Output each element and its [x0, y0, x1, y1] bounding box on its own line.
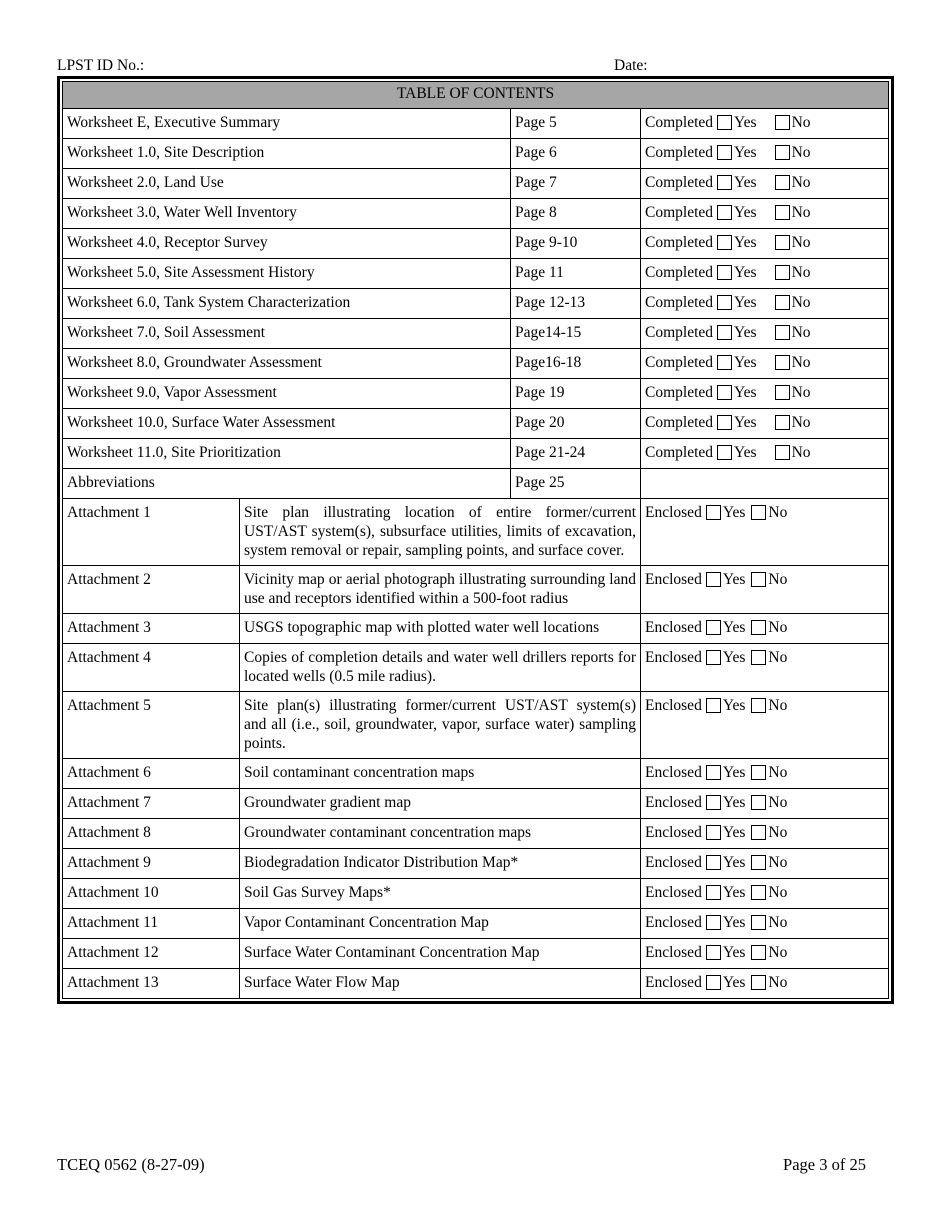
worksheet-page: Page 12-13: [511, 289, 641, 319]
attachment-row: [63, 499, 889, 566]
attachment-description: Soil Gas Survey Maps*: [240, 879, 641, 909]
status-label: Completed: [645, 144, 714, 161]
attachment-description: Site plan illustrating location of entire former/current UST/AST system(s), subsurface utilities, limits of excavation, system removal or repair, sampling points, and surface cover.: [240, 499, 641, 566]
no-checkbox[interactable]: [751, 885, 766, 900]
yes-checkbox[interactable]: [706, 572, 721, 587]
status-label: Enclosed: [645, 824, 702, 841]
worksheet-name: Worksheet 10.0, Surface Water Assessment: [63, 409, 511, 439]
status-label: Completed: [645, 294, 714, 311]
attachment-name: Attachment 1: [63, 499, 240, 566]
no-checkbox[interactable]: [751, 698, 766, 713]
worksheet-row: [63, 439, 889, 469]
attachment-row: [63, 789, 889, 819]
no-checkbox[interactable]: [751, 825, 766, 840]
yes-checkbox[interactable]: [717, 415, 732, 430]
status-label: Enclosed: [645, 794, 702, 811]
status-label: Enclosed: [645, 571, 702, 588]
no-label: No: [791, 414, 811, 431]
attachment-row: [63, 819, 889, 849]
worksheet-page: Page 5: [511, 109, 641, 139]
worksheet-name: Worksheet 1.0, Site Description: [63, 139, 511, 169]
attachment-description: Groundwater contaminant concentration maps: [240, 819, 641, 849]
attachment-description: Vapor Contaminant Concentration Map: [240, 909, 641, 939]
yes-checkbox[interactable]: [706, 885, 721, 900]
yes-label: Yes: [722, 504, 746, 521]
status-cell: [641, 644, 889, 692]
yes-label: Yes: [734, 144, 757, 161]
attachment-description: Vicinity map or aerial photograph illustrating surrounding land use and receptors identified within a 500-foot radius: [240, 566, 641, 614]
worksheet-row: [63, 289, 889, 319]
no-label: No: [791, 204, 811, 221]
status-cell: [641, 614, 889, 644]
status-label: Enclosed: [645, 649, 702, 666]
status-label: Enclosed: [645, 884, 702, 901]
attachment-name: Attachment 5: [63, 692, 240, 759]
status-label: Enclosed: [645, 854, 702, 871]
yes-label: Yes: [722, 884, 746, 901]
status-label: Enclosed: [645, 504, 702, 521]
no-checkbox[interactable]: [775, 175, 790, 190]
attachment-row: [63, 614, 889, 644]
yes-checkbox[interactable]: [706, 855, 721, 870]
status-cell: [641, 499, 889, 566]
worksheet-row: [63, 169, 889, 199]
worksheet-row: [63, 349, 889, 379]
yes-checkbox[interactable]: [706, 650, 721, 665]
worksheet-name: Worksheet 7.0, Soil Assessment: [63, 319, 511, 349]
toc-table: [62, 81, 889, 999]
yes-checkbox[interactable]: [717, 265, 732, 280]
yes-checkbox[interactable]: [717, 115, 732, 130]
attachment-description: Soil contaminant concentration maps: [240, 759, 641, 789]
attachment-name: Attachment 3: [63, 614, 240, 644]
no-checkbox[interactable]: [751, 945, 766, 960]
worksheet-name: Worksheet 5.0, Site Assessment History: [63, 259, 511, 289]
no-label: No: [791, 114, 811, 131]
yes-label: Yes: [722, 764, 746, 781]
attachment-row: [63, 879, 889, 909]
yes-checkbox[interactable]: [717, 175, 732, 190]
yes-label: Yes: [734, 444, 757, 461]
worksheet-row: [63, 199, 889, 229]
status-label: Enclosed: [645, 619, 702, 636]
worksheet-page: Page 21-24: [511, 439, 641, 469]
status-label: Completed: [645, 174, 714, 191]
status-cell: [641, 849, 889, 879]
yes-checkbox[interactable]: [706, 505, 721, 520]
no-checkbox[interactable]: [775, 235, 790, 250]
yes-label: Yes: [734, 384, 757, 401]
worksheet-name: Worksheet 2.0, Land Use: [63, 169, 511, 199]
status-cell: [641, 169, 889, 199]
yes-label: Yes: [722, 649, 746, 666]
attachment-name: Attachment 2: [63, 566, 240, 614]
status-cell: [641, 229, 889, 259]
no-label: No: [768, 884, 788, 901]
status-label: Completed: [645, 444, 714, 461]
no-label: No: [768, 619, 788, 636]
worksheet-row: [63, 229, 889, 259]
yes-label: Yes: [734, 174, 757, 191]
worksheet-name: Worksheet E, Executive Summary: [63, 109, 511, 139]
worksheet-row: [63, 259, 889, 289]
attachment-name: Attachment 4: [63, 644, 240, 692]
status-label: Completed: [645, 384, 714, 401]
no-checkbox[interactable]: [775, 445, 790, 460]
status-cell: [641, 692, 889, 759]
worksheet-name: Worksheet 8.0, Groundwater Assessment: [63, 349, 511, 379]
attachment-description: USGS topographic map with plotted water well locations: [240, 614, 641, 644]
worksheet-row: [63, 139, 889, 169]
form-id: TCEQ 0562 (8-27-09): [57, 1155, 205, 1174]
worksheet-page: Page 8: [511, 199, 641, 229]
yes-checkbox[interactable]: [717, 385, 732, 400]
status-cell: [641, 759, 889, 789]
status-cell: [641, 789, 889, 819]
no-label: No: [768, 914, 788, 931]
yes-label: Yes: [722, 794, 746, 811]
no-label: No: [791, 444, 811, 461]
yes-checkbox[interactable]: [706, 945, 721, 960]
no-checkbox[interactable]: [775, 355, 790, 370]
no-checkbox[interactable]: [775, 385, 790, 400]
abbreviations-row: [63, 469, 889, 499]
no-checkbox[interactable]: [775, 205, 790, 220]
worksheet-name: Worksheet 4.0, Receptor Survey: [63, 229, 511, 259]
no-label: No: [768, 697, 788, 714]
status-cell: [641, 819, 889, 849]
status-label: Completed: [645, 204, 714, 221]
status-cell: [641, 439, 889, 469]
status-cell: [641, 289, 889, 319]
status-cell: [641, 319, 889, 349]
attachment-name: Attachment 11: [63, 909, 240, 939]
attachment-name: Attachment 8: [63, 819, 240, 849]
abbreviations-status: [641, 469, 889, 499]
status-label: Completed: [645, 414, 714, 431]
status-cell: [641, 909, 889, 939]
yes-label: Yes: [722, 619, 746, 636]
yes-label: Yes: [722, 571, 746, 588]
worksheet-row: [63, 409, 889, 439]
attachment-row: [63, 566, 889, 614]
status-cell: [641, 349, 889, 379]
status-label: Enclosed: [645, 697, 702, 714]
yes-label: Yes: [734, 324, 757, 341]
worksheet-row: [63, 379, 889, 409]
attachment-description: Copies of completion details and water well drillers reports for located wells (0.5 mile radius).: [240, 644, 641, 692]
status-cell: [641, 939, 889, 969]
no-label: No: [791, 174, 811, 191]
no-checkbox[interactable]: [751, 975, 766, 990]
attachment-row: [63, 692, 889, 759]
worksheet-name: Worksheet 6.0, Tank System Characterization: [63, 289, 511, 319]
no-checkbox[interactable]: [775, 325, 790, 340]
worksheet-page: Page 7: [511, 169, 641, 199]
yes-checkbox[interactable]: [717, 235, 732, 250]
status-cell: [641, 109, 889, 139]
toc-title: TABLE OF CONTENTS: [63, 82, 889, 109]
status-label: Completed: [645, 354, 714, 371]
yes-checkbox[interactable]: [717, 445, 732, 460]
status-cell: [641, 409, 889, 439]
abbreviations-page: Page 25: [511, 469, 641, 499]
status-label: Completed: [645, 234, 714, 251]
yes-checkbox[interactable]: [706, 825, 721, 840]
worksheet-page: Page14-15: [511, 319, 641, 349]
toc-frame: [57, 76, 894, 1004]
status-cell: [641, 199, 889, 229]
attachment-description: Surface Water Contaminant Concentration Map: [240, 939, 641, 969]
no-label: No: [768, 571, 788, 588]
no-label: No: [768, 944, 788, 961]
yes-label: Yes: [722, 914, 746, 931]
attachment-name: Attachment 10: [63, 879, 240, 909]
attachment-row: [63, 759, 889, 789]
yes-checkbox[interactable]: [706, 698, 721, 713]
status-cell: [641, 879, 889, 909]
yes-checkbox[interactable]: [706, 915, 721, 930]
attachment-name: Attachment 9: [63, 849, 240, 879]
no-label: No: [768, 764, 788, 781]
no-checkbox[interactable]: [751, 650, 766, 665]
no-label: No: [768, 504, 788, 521]
no-label: No: [791, 294, 811, 311]
abbreviations-name: Abbreviations: [63, 469, 511, 499]
status-label: Completed: [645, 114, 714, 131]
no-checkbox[interactable]: [775, 265, 790, 280]
status-cell: [641, 969, 889, 999]
no-checkbox[interactable]: [751, 572, 766, 587]
attachment-row: [63, 909, 889, 939]
status-label: Enclosed: [645, 974, 702, 991]
yes-label: Yes: [722, 974, 746, 991]
no-label: No: [768, 794, 788, 811]
attachment-name: Attachment 7: [63, 789, 240, 819]
no-label: No: [768, 854, 788, 871]
worksheet-page: Page 6: [511, 139, 641, 169]
attachment-row: [63, 644, 889, 692]
worksheet-page: Page 19: [511, 379, 641, 409]
no-label: No: [791, 384, 811, 401]
yes-checkbox[interactable]: [717, 355, 732, 370]
yes-checkbox[interactable]: [706, 795, 721, 810]
toc-title-row: [63, 82, 889, 109]
no-checkbox[interactable]: [775, 115, 790, 130]
yes-label: Yes: [734, 294, 757, 311]
no-checkbox[interactable]: [751, 620, 766, 635]
yes-label: Yes: [722, 944, 746, 961]
attachment-row: [63, 939, 889, 969]
attachment-description: Biodegradation Indicator Distribution Map*: [240, 849, 641, 879]
no-label: No: [768, 824, 788, 841]
date-label: Date:: [614, 57, 648, 74]
no-checkbox[interactable]: [751, 855, 766, 870]
worksheet-page: Page 9-10: [511, 229, 641, 259]
yes-checkbox[interactable]: [706, 765, 721, 780]
no-label: No: [791, 234, 811, 251]
no-label: No: [791, 324, 811, 341]
page-number: Page 3 of 25: [783, 1155, 866, 1174]
worksheet-row: [63, 109, 889, 139]
no-checkbox[interactable]: [775, 295, 790, 310]
no-checkbox[interactable]: [751, 795, 766, 810]
no-label: No: [791, 354, 811, 371]
yes-label: Yes: [734, 414, 757, 431]
worksheet-name: Worksheet 11.0, Site Prioritization: [63, 439, 511, 469]
worksheet-name: Worksheet 9.0, Vapor Assessment: [63, 379, 511, 409]
status-label: Completed: [645, 324, 714, 341]
yes-label: Yes: [734, 234, 757, 251]
attachment-name: Attachment 6: [63, 759, 240, 789]
no-label: No: [791, 264, 811, 281]
lpst-id-label: LPST ID No.:: [57, 57, 145, 74]
no-label: No: [768, 649, 788, 666]
attachment-row: [63, 969, 889, 999]
worksheet-page: Page 20: [511, 409, 641, 439]
status-label: Enclosed: [645, 764, 702, 781]
no-checkbox[interactable]: [751, 505, 766, 520]
yes-label: Yes: [734, 114, 757, 131]
status-cell: [641, 259, 889, 289]
attachment-description: Groundwater gradient map: [240, 789, 641, 819]
attachment-name: Attachment 13: [63, 969, 240, 999]
no-checkbox[interactable]: [751, 765, 766, 780]
yes-label: Yes: [734, 354, 757, 371]
worksheet-page: Page 11: [511, 259, 641, 289]
yes-checkbox[interactable]: [717, 325, 732, 340]
status-cell: [641, 139, 889, 169]
no-checkbox[interactable]: [775, 145, 790, 160]
attachment-description: Surface Water Flow Map: [240, 969, 641, 999]
yes-label: Yes: [722, 697, 746, 714]
yes-label: Yes: [722, 824, 746, 841]
attachment-row: [63, 849, 889, 879]
yes-checkbox[interactable]: [717, 295, 732, 310]
yes-label: Yes: [734, 204, 757, 221]
status-label: Completed: [645, 264, 714, 281]
no-checkbox[interactable]: [775, 415, 790, 430]
worksheet-row: [63, 319, 889, 349]
no-label: No: [768, 974, 788, 991]
status-cell: [641, 566, 889, 614]
worksheet-name: Worksheet 3.0, Water Well Inventory: [63, 199, 511, 229]
status-cell: [641, 379, 889, 409]
no-label: No: [791, 144, 811, 161]
yes-checkbox[interactable]: [706, 975, 721, 990]
yes-checkbox[interactable]: [717, 145, 732, 160]
no-checkbox[interactable]: [751, 915, 766, 930]
status-label: Enclosed: [645, 914, 702, 931]
attachment-description: Site plan(s) illustrating former/current UST/AST system(s) and all (i.e., soil, groundwater, vapor, surface water) sampling points.: [240, 692, 641, 759]
attachment-name: Attachment 12: [63, 939, 240, 969]
worksheet-page: Page16-18: [511, 349, 641, 379]
yes-label: Yes: [734, 264, 757, 281]
yes-checkbox[interactable]: [706, 620, 721, 635]
yes-label: Yes: [722, 854, 746, 871]
yes-checkbox[interactable]: [717, 205, 732, 220]
status-label: Enclosed: [645, 944, 702, 961]
